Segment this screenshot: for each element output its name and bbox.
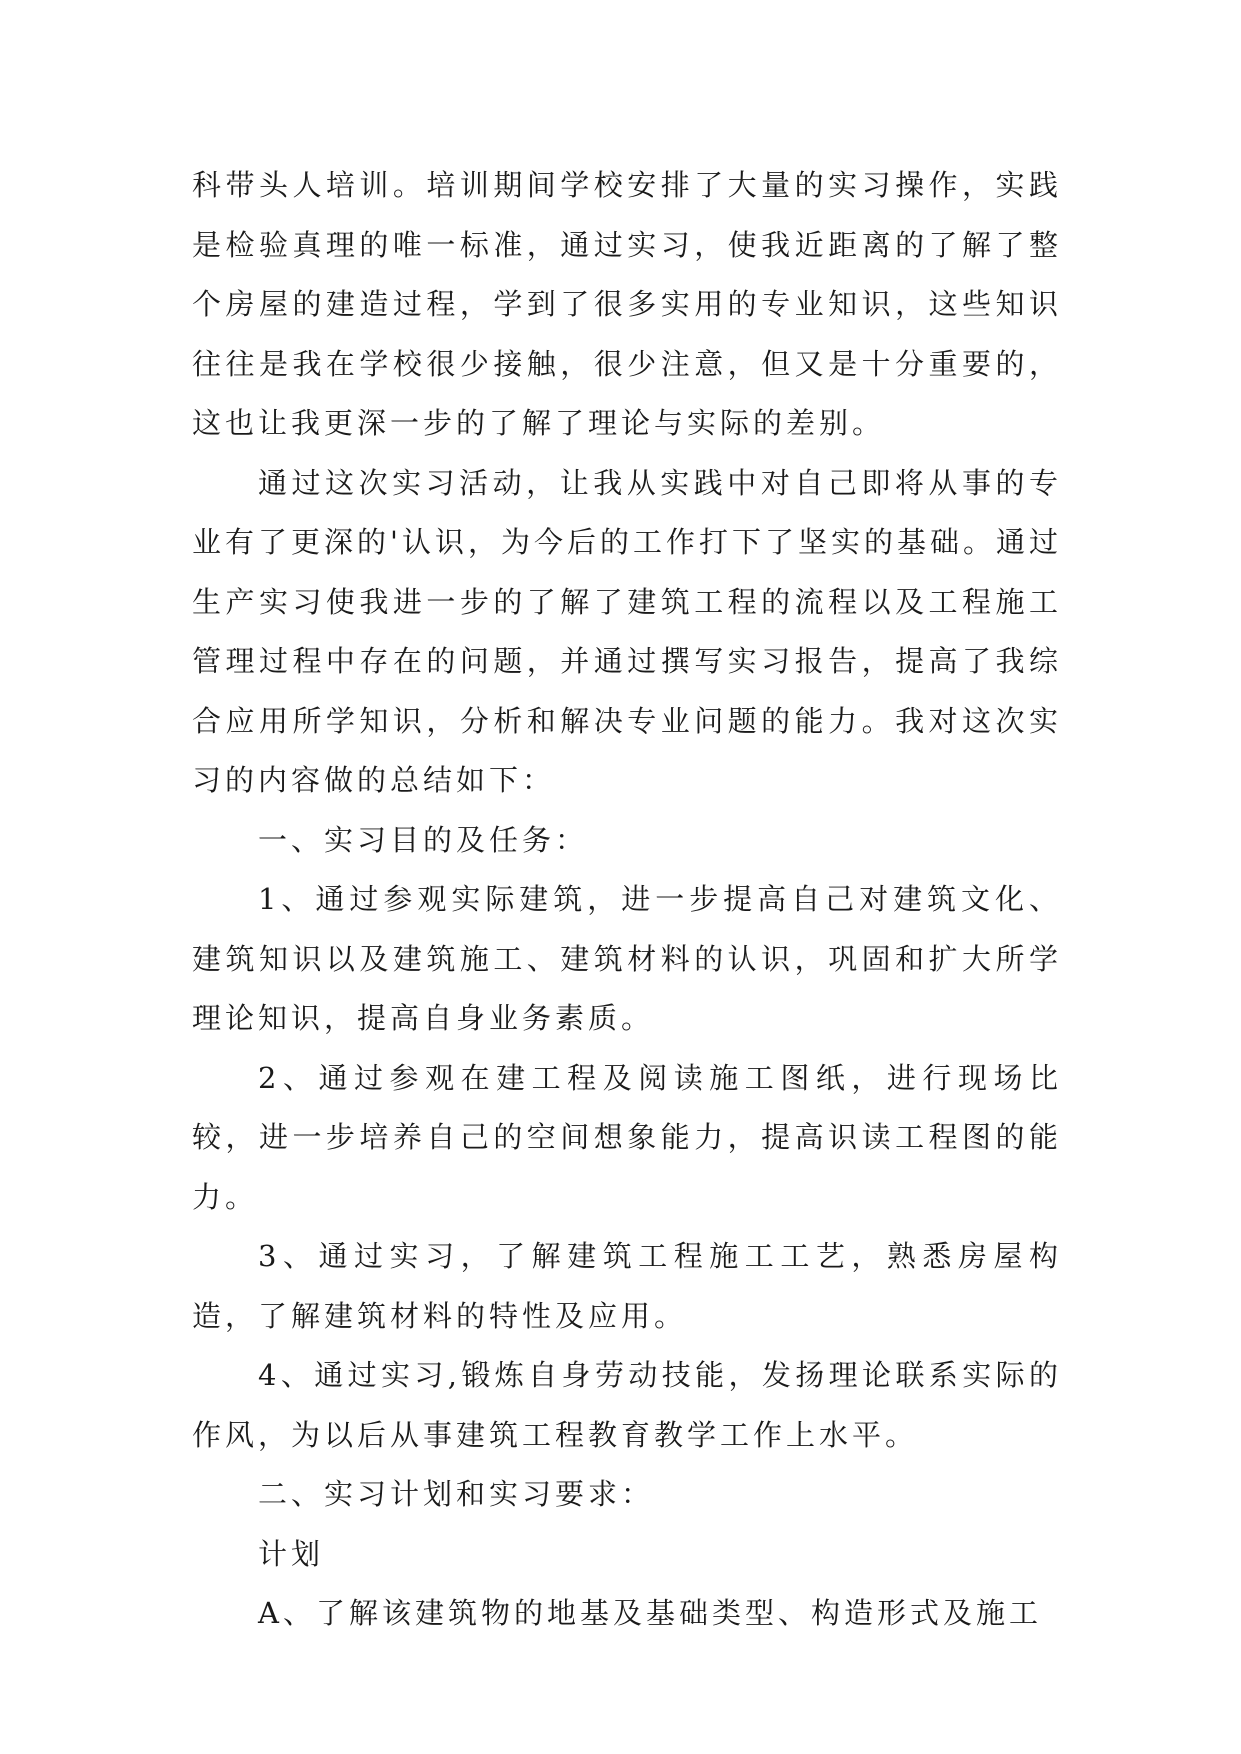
list-item-2: 2、通过参观在建工程及阅读施工图纸，进行现场比较，进一步培养自己的空间想象能力，提高识读工程图的能力。 — [192, 1060, 1062, 1214]
paragraph-internship-summary: 通过这次实习活动，让我从实践中对自己即将从事的专业有了更深的'认识，为今后的工作打下了坚实的基础。通过生产实习使我进一步的了解了建筑工程的流程以及工程施工管理过程中存在的问题，并通过撰写实习报告，提高了我综合应用所学知识，分析和解决专业问题的能力。我对这次实习的内容做的总结如下： — [192, 465, 1062, 797]
section-heading-plan: 二、实习计划和实习要求： — [258, 1477, 655, 1511]
list-item-1: 1、通过参观实际建筑，进一步提高自己对建筑文化、建筑知识以及建筑施工、建筑材料的认识，巩固和扩大所学理论知识，提高自身业务素质。 — [192, 882, 1062, 1035]
section-heading-purpose: 一、实习目的及任务： — [258, 822, 589, 857]
list-item-3: 3、通过实习，了解建筑工程施工工艺，熟悉房屋构造，了解建筑材料的特性及应用。 — [192, 1239, 1062, 1333]
plan-item-a: A、了解该建筑物的地基及基础类型、构造形式及施工 — [258, 1596, 1042, 1630]
subheading-plan: 计划 — [258, 1536, 325, 1571]
paragraph-continuation: 科带头人培训。培训期间学校安排了大量的实习操作，实践是检验真理的唯一标准，通过实习，使我近距离的了解了整个房屋的建造过程，学到了很多实用的专业知识，这些知识往往是我在学校很少接触，很少注意，但又是十分重要的，这也让我更深一步的了解了理论与实际的差别。 — [192, 168, 1062, 440]
list-item-4: 4、通过实习,锻炼自身劳动技能，发扬理论联系实际的作风，为以后从事建筑工程教育教学工作上水平。 — [192, 1358, 1062, 1452]
document-body — [192, 156, 1062, 1644]
